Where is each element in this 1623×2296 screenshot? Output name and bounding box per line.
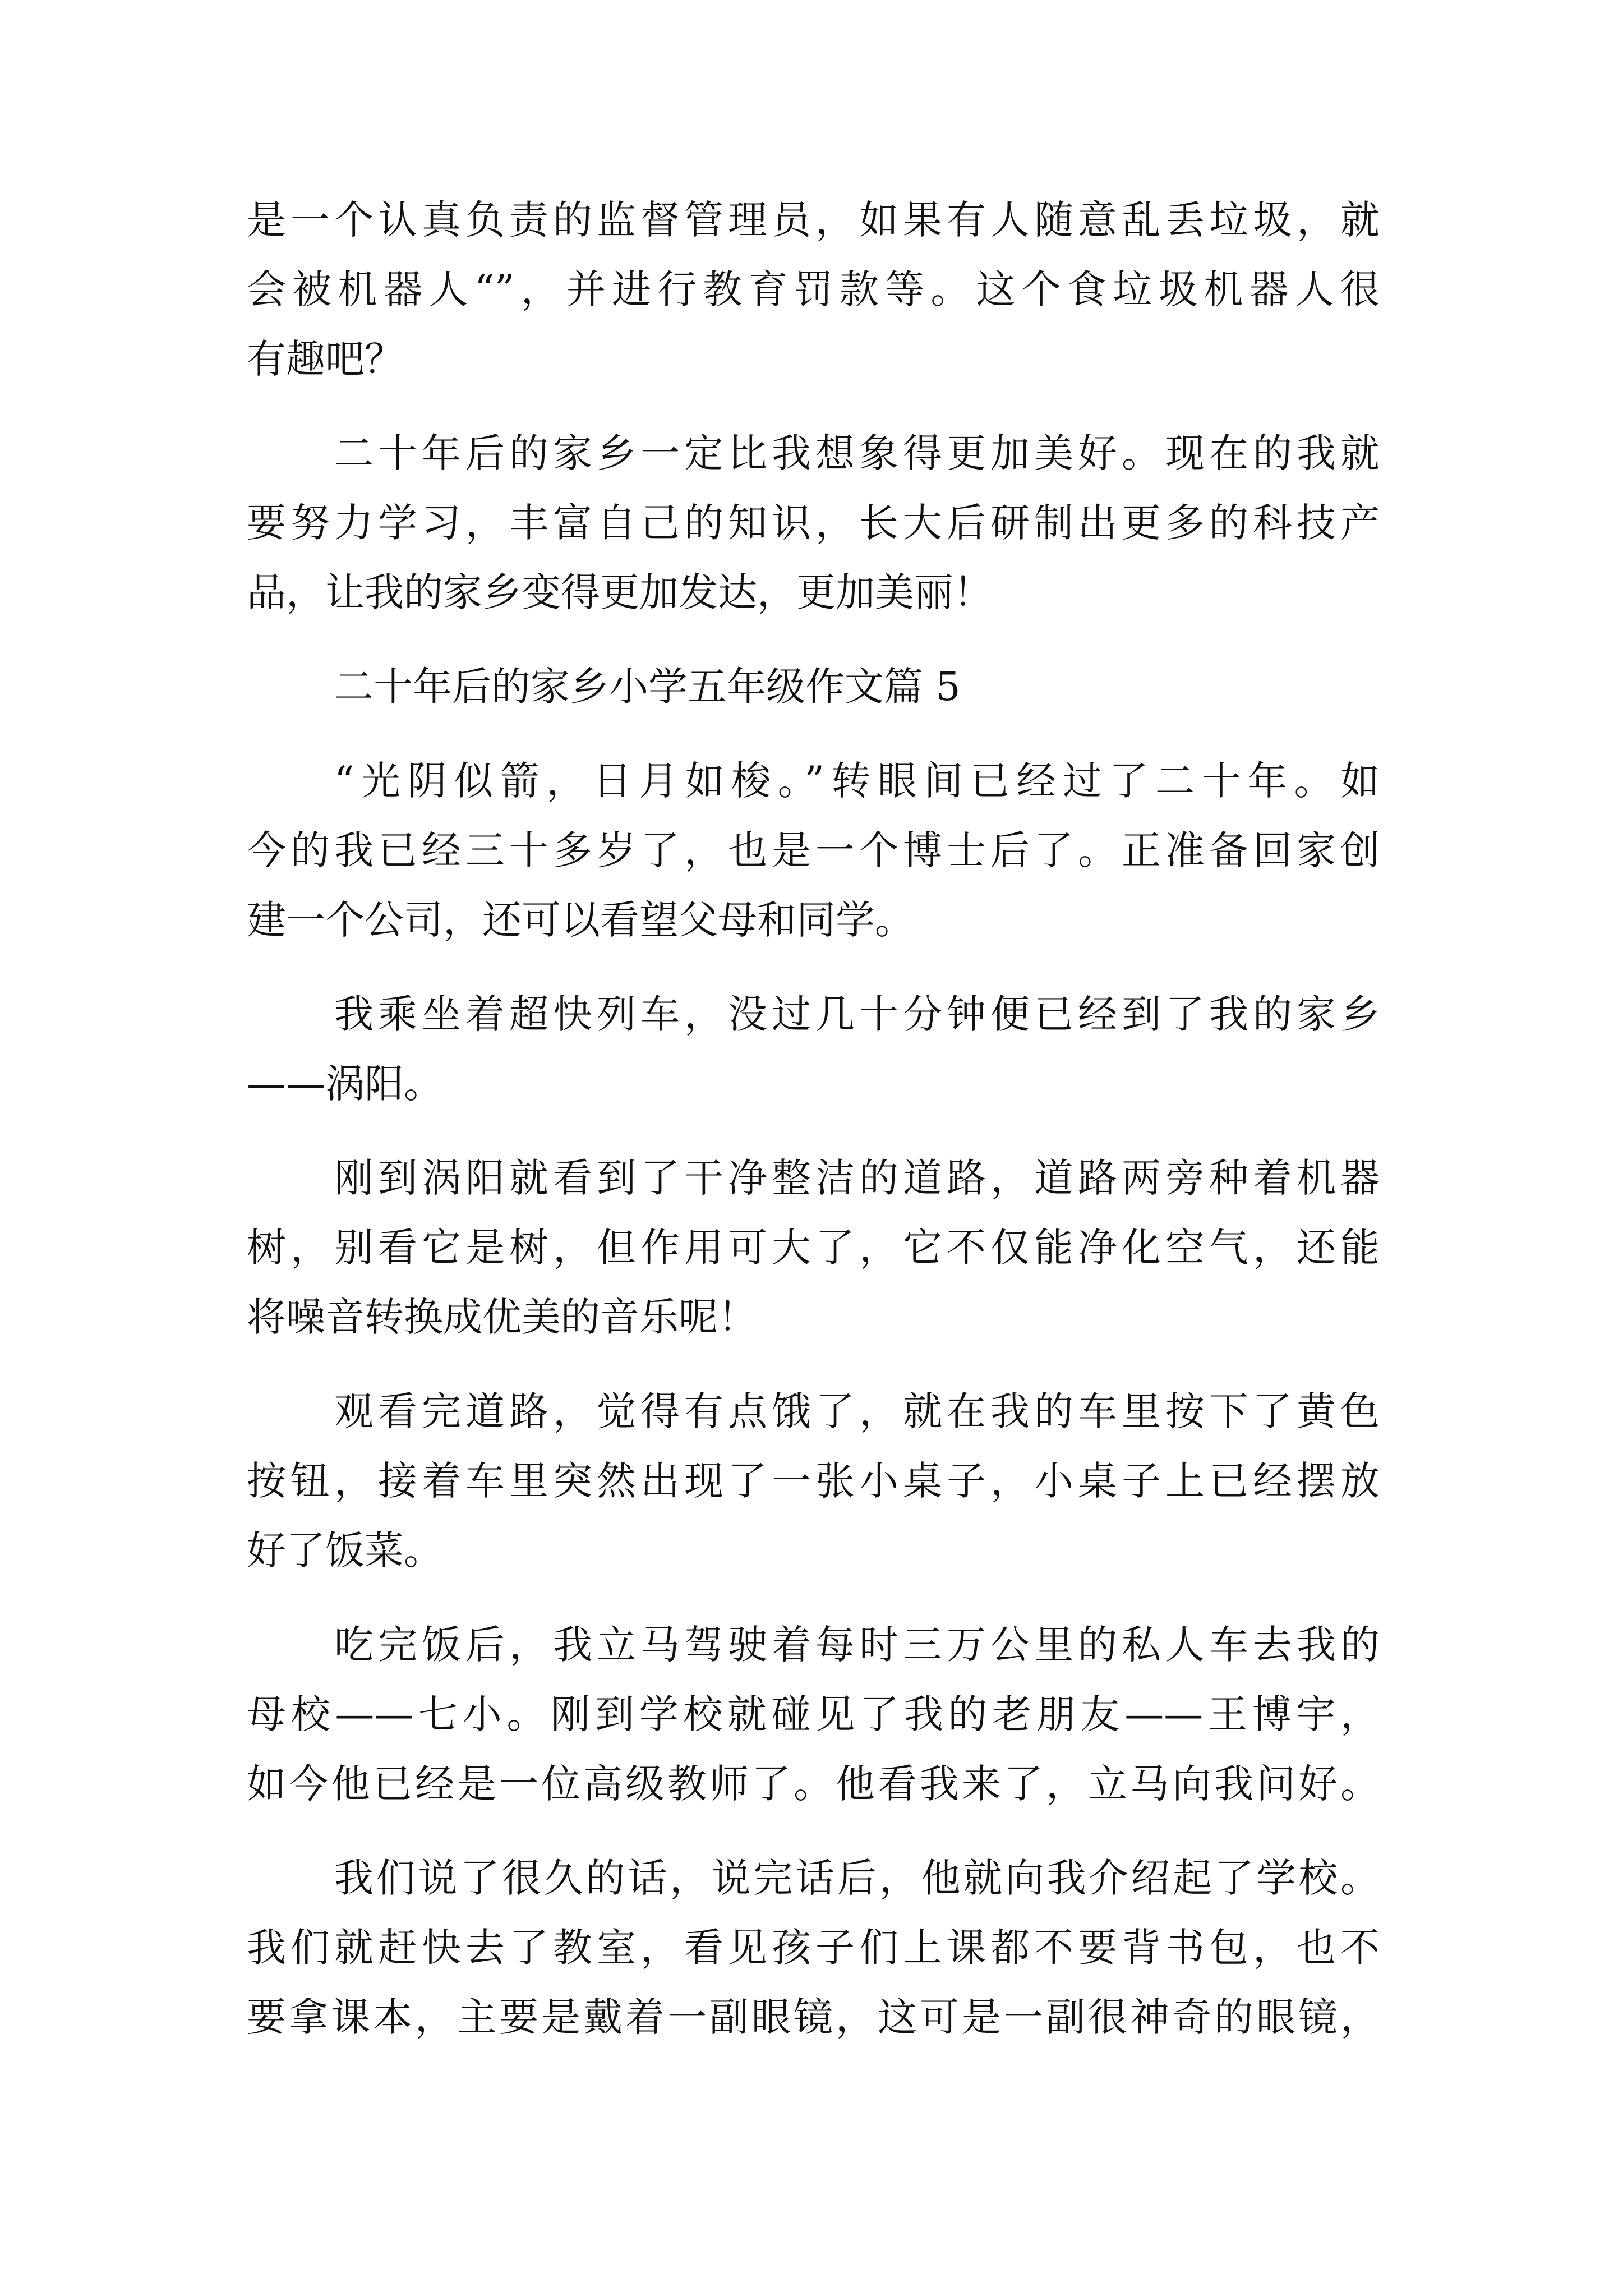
text-line: ——涡阳。 — [247, 1061, 443, 1107]
text-line: 品，让我的家乡变得更加发达，更加美丽！ — [247, 569, 993, 615]
text-line: 如今他已经是一位高级教师了。他看我来了，立马向我问好。 — [247, 1761, 1380, 1807]
text-line: 要拿课本，主要是戴着一副眼镜，这可是一副很神奇的眼镜， — [247, 1994, 1380, 2040]
paragraph — [247, 746, 1380, 955]
heading-text: 二十年后的家乡小学五年级作文篇 5 — [334, 664, 961, 710]
text-line: 树，别看它是树，但作用可大了，它不仅能净化空气，还能 — [247, 1225, 1380, 1271]
paragraph — [247, 418, 1380, 627]
text-line: 观看完道路，觉得有点饿了，就在我的车里按下了黄色 — [334, 1388, 1380, 1434]
text-line: 刚到涡阳就看到了干净整洁的道路，道路两旁种着机器 — [334, 1155, 1380, 1201]
text-line: 是一个认真负责的监督管理员，如果有人随意乱丢垃圾，就 — [247, 197, 1380, 243]
text-line: 将噪音转换成优美的音乐呢！ — [247, 1294, 757, 1340]
text-line: 有趣吧？ — [247, 336, 404, 382]
paragraph — [247, 1843, 1380, 2052]
text-line: “光阴似箭，日月如梭。”转眼间已经过了二十年。如 — [334, 758, 1380, 804]
text-line: 会被机器人“”，并进行教育罚款等。这个食垃圾机器人很 — [247, 266, 1380, 312]
section-heading — [247, 652, 1380, 721]
text-line: 要努力学习，丰富自己的知识，长大后研制出更多的科技产 — [247, 500, 1380, 546]
text-line: 吃完饭后，我立马驾驶着每时三万公里的私人车去我的 — [334, 1622, 1380, 1668]
paragraph — [247, 979, 1380, 1119]
text-line: 建一个公司，还可以看望父母和同学。 — [247, 897, 914, 943]
paragraph — [247, 1377, 1380, 1585]
text-line: 二十年后的家乡一定比我想象得更加美好。现在的我就 — [334, 430, 1380, 476]
paragraph — [247, 1143, 1380, 1352]
text-line: 今的我已经三十多岁了，也是一个博士后了。正准备回家创 — [247, 827, 1380, 873]
body-text — [247, 185, 1380, 2052]
text-line: 我乘坐着超快列车，没过几十分钟便已经到了我的家乡 — [334, 991, 1380, 1037]
text-line: 母校——七小。刚到学校就碰见了我的老朋友——王博宇， — [247, 1691, 1380, 1737]
text-line: 按钮，接着车里突然出现了一张小桌子，小桌子上已经摆放 — [247, 1458, 1380, 1504]
text-line: 我们说了很久的话，说完话后，他就向我介绍起了学校。 — [334, 1855, 1380, 1901]
text-line: 我们就赶快去了教室，看见孩子们上课都不要背书包，也不 — [247, 1925, 1380, 1971]
text-line: 好了饭菜。 — [247, 1527, 443, 1573]
paragraph — [247, 185, 1380, 394]
paragraph — [247, 1610, 1380, 1819]
